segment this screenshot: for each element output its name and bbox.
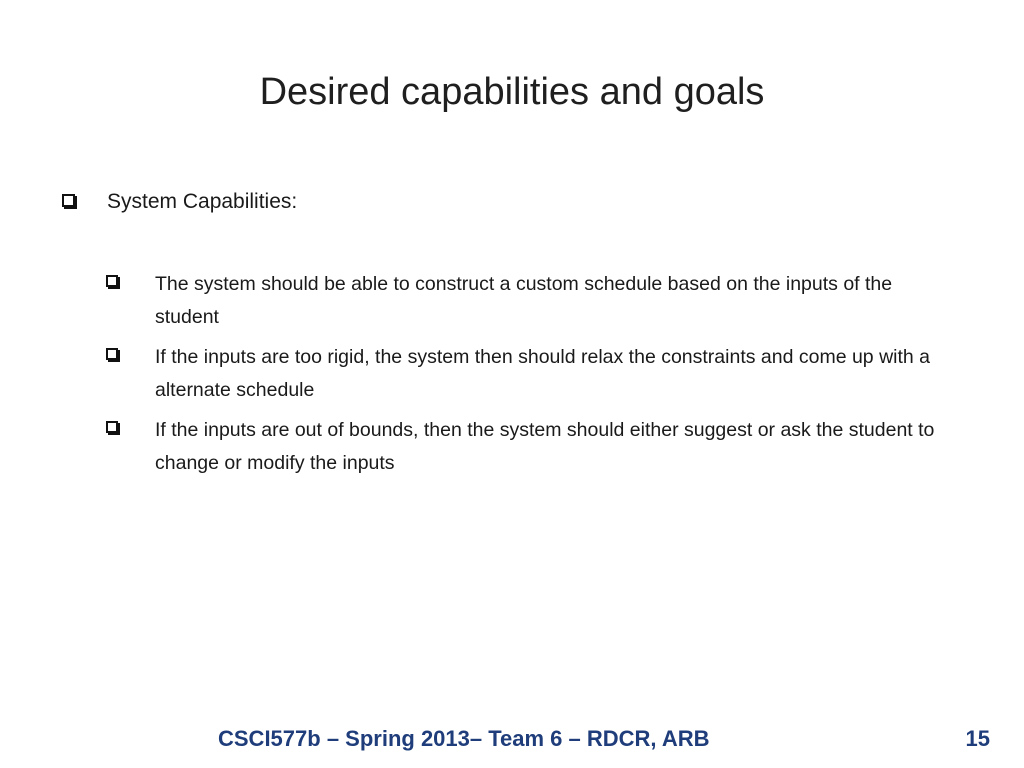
- sub-bullet-list: [106, 268, 966, 487]
- page-number: 15: [965, 726, 990, 751]
- main-bullet-text: System Capabilities:: [107, 190, 298, 213]
- slide-title: Desired capabilities and goals: [259, 71, 765, 113]
- footer-text: CSCI577b – Spring 2013– Team 6 – RDCR, ARB: [218, 726, 710, 751]
- main-bullet: [62, 188, 297, 216]
- sub-bullet-text: If the inputs are out of bounds, then the system should either suggest or ask the student to change or modify the inputs: [155, 419, 935, 474]
- sub-bullet-text: If the inputs are too rigid, the system then should relax the constraints and come up with a alternate schedule: [155, 346, 931, 401]
- slide-footer: [0, 722, 1024, 756]
- sub-bullet-item: [106, 268, 966, 334]
- sub-bullet-text: The system should be able to construct a custom schedule based on the inputs of the student: [155, 273, 893, 328]
- sub-bullet-item: [106, 341, 966, 407]
- sub-bullet-item: [106, 414, 966, 480]
- checkbox-square-icon: [106, 348, 118, 360]
- checkbox-square-icon: [62, 194, 75, 207]
- checkbox-square-icon: [106, 421, 118, 433]
- checkbox-square-icon: [106, 275, 118, 287]
